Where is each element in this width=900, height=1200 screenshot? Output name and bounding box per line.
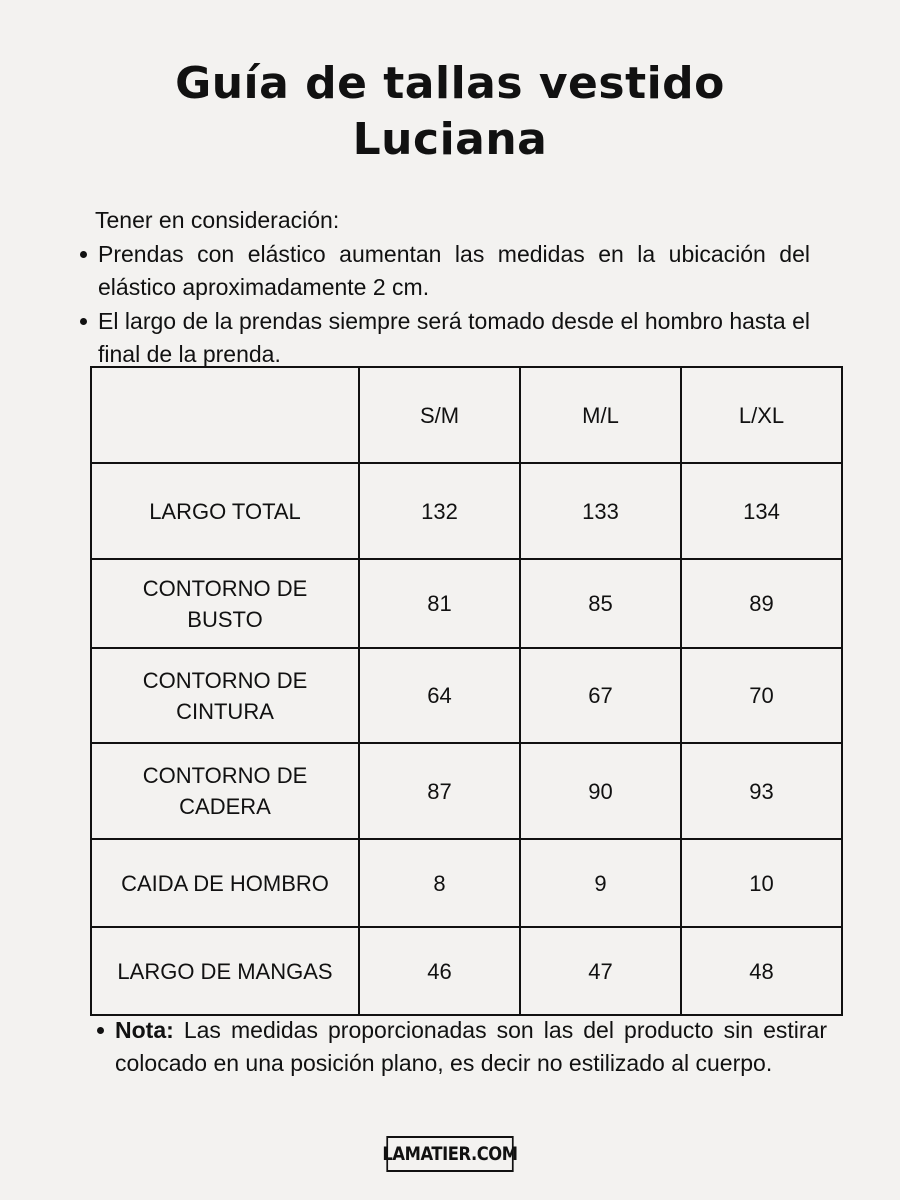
- table-header-cell-empty: [91, 367, 359, 463]
- table-cell: 64: [359, 648, 520, 743]
- table-row: [91, 648, 842, 743]
- note-paragraph: [95, 1014, 827, 1079]
- table-row: [91, 839, 842, 927]
- table-row: [91, 559, 842, 648]
- table-cell: 81: [359, 559, 520, 648]
- table-cell: 9: [520, 839, 681, 927]
- row-label: CONTORNO DE CINTURA: [91, 648, 359, 743]
- table-cell: 46: [359, 927, 520, 1015]
- table-cell: 90: [520, 743, 681, 839]
- consideration-item-length: El largo de la prendas siempre será tomado desde el hombro hasta el final de la prenda.: [78, 305, 810, 370]
- table-cell: 87: [359, 743, 520, 839]
- page-title-line-2: Luciana: [352, 114, 548, 165]
- table-cell: 93: [681, 743, 842, 839]
- table-cell: 132: [359, 463, 520, 559]
- page-title-line-1: Guía de tallas vestido: [175, 58, 725, 109]
- table-cell: 47: [520, 927, 681, 1015]
- table-row: [91, 927, 842, 1015]
- size-table: [90, 366, 843, 1016]
- row-label: CONTORNO DE BUSTO: [91, 559, 359, 648]
- row-label: LARGO DE MANGAS: [91, 927, 359, 1015]
- table-header-cell-lxl: L/XL: [681, 367, 842, 463]
- table-cell: 8: [359, 839, 520, 927]
- table-cell: 10: [681, 839, 842, 927]
- page-title: [0, 56, 900, 168]
- table-row: [91, 743, 842, 839]
- table-cell: 89: [681, 559, 842, 648]
- table-header-cell-sm: S/M: [359, 367, 520, 463]
- note-label: Nota:: [115, 1017, 174, 1043]
- table-cell: 134: [681, 463, 842, 559]
- table-header-row: [91, 367, 842, 463]
- table-cell: 70: [681, 648, 842, 743]
- row-label: CONTORNO DE CADERA: [91, 743, 359, 839]
- table-row: [91, 463, 842, 559]
- table-cell: 133: [520, 463, 681, 559]
- table-cell: 48: [681, 927, 842, 1015]
- considerations-list: [78, 238, 810, 372]
- note-text: Las medidas proporcionadas son las del producto sin estirar colocado en una posición plano, es decir no estilizado al cuerpo.: [115, 1017, 827, 1076]
- row-label: LARGO TOTAL: [91, 463, 359, 559]
- table-cell: 67: [520, 648, 681, 743]
- consideration-item-elastic: Prendas con elástico aumentan las medidas en la ubicación del elástico aproximadamente 2 cm.: [78, 238, 810, 303]
- brand-logo: LAMATIER.COM: [386, 1136, 513, 1172]
- table-cell: 85: [520, 559, 681, 648]
- row-label: CAIDA DE HOMBRO: [91, 839, 359, 927]
- intro-text: Tener en consideración:: [95, 207, 340, 233]
- table-header-cell-ml: M/L: [520, 367, 681, 463]
